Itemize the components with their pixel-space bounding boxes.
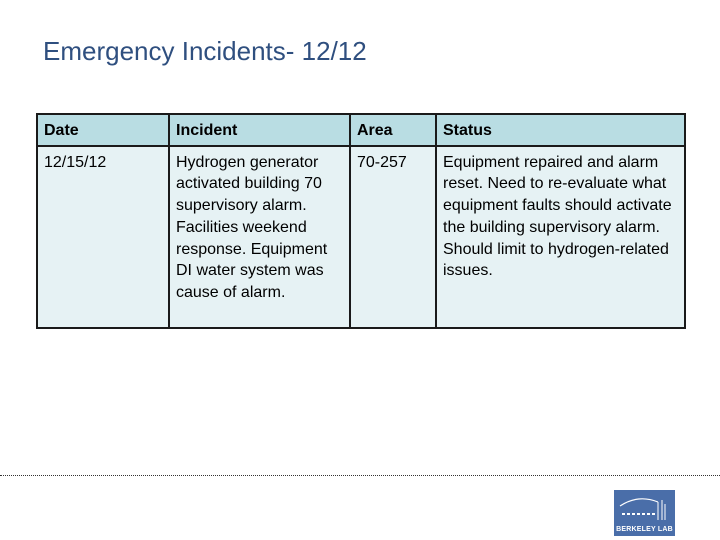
cell-incident: Hydrogen generator activated building 70 supervisory alarm. Facilities weekend response. Equipment DI water system was cause of alarm.	[169, 146, 350, 328]
building-icon	[614, 490, 675, 526]
cell-date: 12/15/12	[37, 146, 169, 328]
header-date: Date	[37, 114, 169, 146]
header-status: Status	[436, 114, 685, 146]
logo-text: BERKELEY LAB	[616, 526, 673, 533]
cell-status: Equipment repaired and alarm reset. Need to re-evaluate what equipment faults should activate the building supervisory alarm. Should limit to hydrogen-related issues.	[436, 146, 685, 328]
table-row	[37, 146, 685, 328]
cell-area: 70-257	[350, 146, 436, 328]
table-header-row	[37, 114, 685, 146]
berkeley-lab-logo	[614, 490, 675, 536]
header-area: Area	[350, 114, 436, 146]
header-incident: Incident	[169, 114, 350, 146]
incidents-table	[36, 113, 686, 329]
footer-divider	[0, 475, 720, 476]
page-title: Emergency Incidents- 12/12	[43, 36, 367, 66]
